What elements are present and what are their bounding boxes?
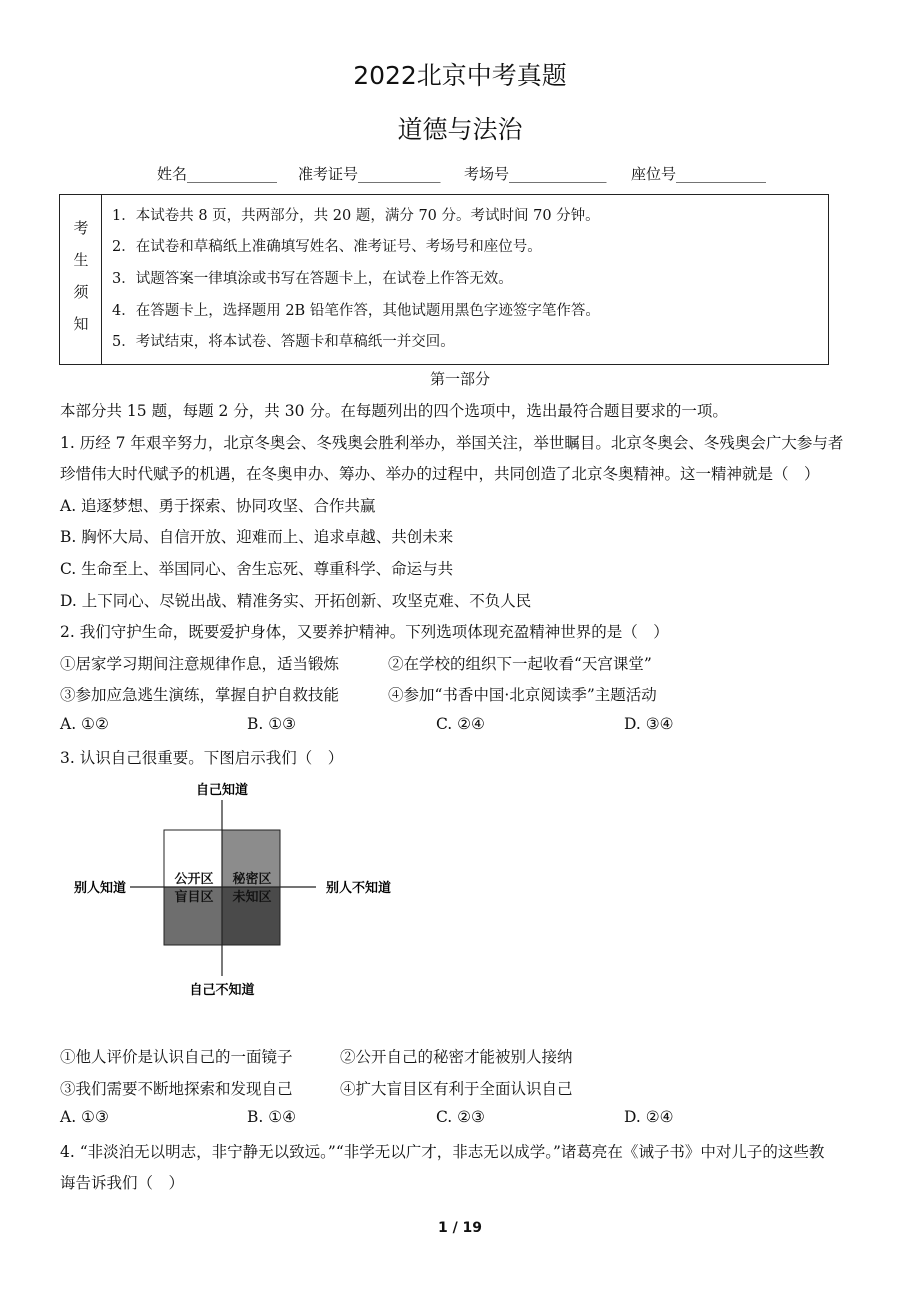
unknown-area-label: 未知区 — [232, 890, 272, 905]
axis-label-right: 别人不知道 — [326, 881, 392, 896]
q1-stem-cont: 珍惜伟大时代赋予的机遇，在冬奥申办、筹办、举办的过程中，共同创造了北京冬奥精神。这一精神就是（ ） — [60, 465, 820, 483]
q2-stem: 2. 我们守护生命，既要爱护身体，又要养护精神。下列选项体现充盈精神世界的是（ ） — [60, 623, 669, 641]
q1-option-b: B. 胸怀大局、自信开放、迎难而上、追求卓越、共创未来 — [60, 528, 454, 546]
q2-statement-1: ①居家学习期间注意规律作息，适当锻炼 — [60, 655, 340, 673]
q4-stem: 4. “非淡泊无以明志，非宁静无以致远。”“非学无以广才，非志无以成学。”诸葛亮在《诫子书》中对儿子的这些教 — [60, 1143, 825, 1161]
page-number: 1 / 19 — [437, 1220, 483, 1236]
q1-stem: 1. 历经 7 年艰辛努力，北京冬奥会、冬残奥会胜利举办，举国关注，举世瞩目。北京冬奥会、冬残奥会广大参与者 — [60, 434, 844, 452]
q2-statement-4: ④参加“书香中国·北京阅读季”主题活动 — [388, 686, 657, 704]
axis-label-left: 别人知道 — [73, 881, 126, 896]
seat-number-field: 座位号____________ — [631, 165, 767, 183]
notice-item: 3．试题答案一律填涂或书写在答题卡上，在试卷上作答无效。 — [112, 271, 513, 287]
exam-room-field: 考场号_____________ — [464, 165, 607, 183]
open-area-label: 公开区 — [174, 872, 214, 887]
q2-choice-c: C. ②④ — [436, 715, 485, 733]
notice-label-char: 须 — [73, 283, 89, 301]
q1-option-d: D. 上下同心、尽锐出战、精准务实、开拓创新、攻坚克难、不负人民 — [60, 592, 532, 610]
q2-statement-3: ③参加应急逃生演练，掌握自护自救技能 — [60, 686, 340, 704]
blind-area-label: 盲目区 — [174, 890, 214, 905]
q3-choice-b: B. ①④ — [247, 1108, 297, 1126]
q2-statement-2: ②在学校的组织下一起收看“天宫课堂” — [388, 655, 652, 673]
part-heading: 第一部分 — [429, 370, 490, 388]
exam-subject: 道德与法治 — [397, 115, 523, 144]
q3-choice-d: D. ②④ — [624, 1108, 674, 1126]
q2-choice-a: A. ①② — [60, 715, 109, 733]
exam-title: 2022北京中考真题 — [353, 61, 567, 90]
exam-notice-box — [59, 194, 829, 365]
q3-statement-3: ③我们需要不断地探索和发现自己 — [60, 1080, 293, 1098]
q3-statement-4: ④扩大盲目区有利于全面认识自己 — [340, 1080, 573, 1098]
notice-label-char: 知 — [73, 315, 89, 333]
q4-stem-cont: 诲告诉我们（ ） — [60, 1174, 185, 1192]
notice-item: 2．在试卷和草稿纸上准确填写姓名、准考证号、考场号和座位号。 — [112, 239, 542, 255]
johari-window-diagram — [60, 776, 420, 1006]
q2-choice-d: D. ③④ — [624, 715, 674, 733]
q3-stem: 3. 认识自己很重要。下图启示我们（ ） — [60, 749, 344, 767]
notice-item: 1．本试卷共 8 页，共两部分，共 20 题，满分 70 分。考试时间 70 分钟。 — [112, 208, 600, 224]
q3-statement-1: ①他人评价是认识自己的一面镜子 — [60, 1048, 293, 1066]
axis-label-bottom: 自己不知道 — [189, 983, 255, 998]
notice-label-char: 生 — [73, 251, 89, 269]
axis-label-top: 自己知道 — [195, 783, 249, 798]
part-intro: 本部分共 15 题，每题 2 分，共 30 分。在每题列出的四个选项中，选出最符合题目要求的一项。 — [60, 402, 728, 420]
notice-label — [60, 195, 102, 364]
notice-item: 4．在答题卡上，选择题用 2B 铅笔作答，其他试题用黑色字迹签字笔作答。 — [112, 303, 600, 319]
q2-choice-b: B. ①③ — [247, 715, 297, 733]
ticket-number-field: 准考证号___________ — [298, 165, 441, 183]
secret-area-label: 秘密区 — [232, 872, 272, 887]
notice-label-char: 考 — [73, 219, 89, 237]
notice-item: 5．考试结束，将本试卷、答题卡和草稿纸一并交回。 — [112, 334, 455, 350]
q1-option-c: C. 生命至上、举国同心、舍生忘死、尊重科学、命运与共 — [60, 560, 454, 578]
q3-choice-a: A. ①③ — [60, 1108, 109, 1126]
q3-statement-2: ②公开自己的秘密才能被别人接纳 — [340, 1048, 573, 1066]
name-field: 姓名____________ — [157, 165, 278, 183]
q1-option-a: A. 追逐梦想、勇于探索、协同攻坚、合作共赢 — [60, 497, 376, 515]
q3-choice-c: C. ②③ — [436, 1108, 485, 1126]
